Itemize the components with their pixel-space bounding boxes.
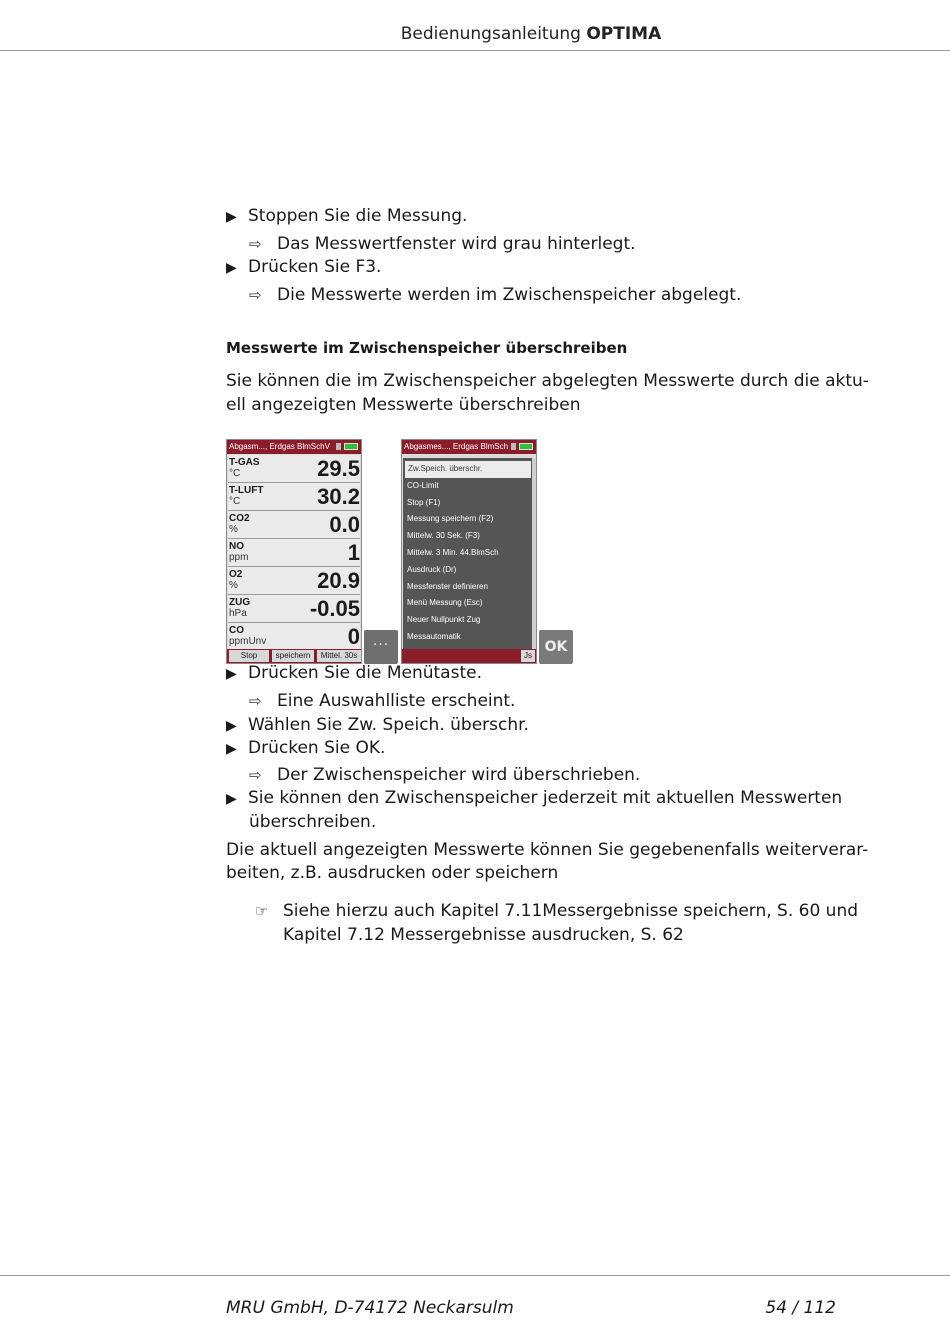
menu-item-measurement-menu[interactable]: Menü Messung (Esc): [407, 598, 483, 608]
battery-icon: [344, 443, 358, 450]
menu-button[interactable]: ···: [364, 630, 398, 664]
fkey-save[interactable]: speichern: [272, 650, 314, 662]
device-screen-menu: [401, 439, 537, 664]
action-arrow-icon: ▶: [226, 791, 237, 807]
step-press-ok: ▶ Drücken Sie OK.: [226, 737, 385, 761]
measurement-row: T-LUFT °C 30.2: [229, 484, 360, 509]
menu-item-print[interactable]: Ausdruck (Dr): [407, 564, 457, 574]
footer-rule: [0, 1275, 950, 1276]
action-arrow-icon: ▶: [226, 718, 237, 734]
selection-list: [403, 458, 533, 657]
footer-company: MRU GmbH, D-74172 Neckarsulm: [226, 1298, 514, 1318]
result-buffer-overwritten: ⇨ Der Zwischenspeicher wird überschrieben.: [249, 765, 641, 785]
menu-item-zero-draught[interactable]: Neuer Nullpunkt Zug: [407, 615, 481, 625]
header-rule: [0, 50, 950, 51]
lock-icon: [336, 443, 341, 450]
result-list-appears: ⇨ Eine Auswahlliste erscheint.: [249, 691, 516, 711]
step-select-overwrite: ▶ Wählen Sie Zw. Speich. überschr.: [226, 714, 529, 738]
step-stop-measurement: ▶ Stoppen Sie die Messung.: [226, 205, 467, 229]
measurement-row: CO2 % 0.0: [229, 512, 360, 537]
background-values-edge: [532, 458, 537, 657]
para-further-processing-2: beiten, z.B. ausdrucken oder speichern: [226, 863, 559, 883]
menu-item-average-30s[interactable]: Mittelw. 30 Sek. (F3): [407, 531, 480, 541]
step-overwrite-anytime: ▶ Sie können den Zwischenspeicher jederzeit mit aktuellen Messwerten: [226, 787, 842, 811]
action-arrow-icon: ▶: [226, 741, 237, 757]
note-line-1: ☞ Siehe hierzu auch Kapitel 7.11Messergebnisse speichern, S. 60 und: [255, 901, 859, 921]
result-arrow-icon: ⇨: [249, 286, 262, 304]
result-arrow-icon: ⇨: [249, 692, 262, 710]
menu-item-average-3min[interactable]: Mittelw. 3 Min. 44.BlmSch: [407, 547, 499, 557]
step-press-menu: ▶ Drücken Sie die Menütaste.: [226, 662, 482, 686]
ok-button[interactable]: OK: [539, 630, 573, 664]
result-arrow-icon: ⇨: [249, 235, 262, 253]
result-arrow-icon: ⇨: [249, 766, 262, 784]
para-further-processing-1: Die aktuell angezeigten Messwerte können Sie gegebenenfalls weiterverar-: [226, 840, 869, 860]
fkey-corner: Js: [521, 650, 535, 662]
menu-item-define-window[interactable]: Messfenster definieren: [407, 581, 488, 591]
menu-item-stop[interactable]: Stop (F1): [407, 497, 441, 507]
fkey-stop[interactable]: Stop: [229, 650, 269, 662]
fkey-average[interactable]: Mittel. 30s: [317, 650, 361, 662]
action-arrow-icon: ▶: [226, 666, 237, 682]
pointing-hand-icon: ☞: [255, 902, 269, 920]
action-arrow-icon: ▶: [226, 260, 237, 276]
step-continuation: überschreiben.: [249, 812, 377, 832]
measurement-row: O2 % 20.9: [229, 568, 360, 593]
intro-line-1: Sie können die im Zwischenspeicher abgelegten Messwerte durch die aktu-: [226, 371, 869, 391]
page-header: [0, 24, 950, 44]
menu-item-co-limit[interactable]: CO-Limit: [407, 480, 439, 490]
menu-item-overwrite-buffer[interactable]: Zw.Speich. überschr.: [405, 461, 531, 478]
measurement-row: CO ppmUnv 0: [229, 624, 360, 649]
action-arrow-icon: ▶: [226, 209, 237, 225]
measurement-row: NO ppm 1: [229, 540, 360, 565]
intro-line-2: ell angezeigten Messwerte überschreiben: [226, 395, 581, 415]
screen-titlebar: Abgasm..., Erdgas BlmSchV: [227, 440, 361, 454]
function-key-bar: [402, 649, 536, 663]
header-title: Bedienungsanleitung: [400, 24, 581, 44]
menu-item-save-measurement[interactable]: Messung speichern (F2): [407, 514, 494, 524]
measurement-row: ZUG hPa -0.05: [229, 596, 360, 621]
menu-item-automatic[interactable]: Messautomatik: [407, 631, 461, 641]
header-product-name: OPTIMA: [586, 24, 662, 44]
screen-titlebar: Abgasmes..., Erdgas BlmSch: [402, 440, 536, 454]
battery-icon: [519, 443, 533, 450]
section-heading: Messwerte im Zwischenspeicher überschreiben: [226, 339, 628, 357]
lock-icon: [511, 443, 516, 450]
step-press-f3: ▶ Drücken Sie F3.: [226, 256, 381, 280]
result-values-stored: ⇨ Die Messwerte werden im Zwischenspeicher abgelegt.: [249, 285, 742, 305]
footer-page-number: 54 / 112: [765, 1298, 836, 1318]
function-key-bar: [227, 649, 361, 663]
measurement-row: T-GAS °C 29.5: [229, 456, 360, 481]
note-line-2: Kapitel 7.12 Messergebnisse ausdrucken, S. 62: [283, 925, 684, 945]
device-screen-measurement: [226, 439, 362, 664]
result-grey-window: ⇨ Das Messwertfenster wird grau hinterlegt.: [249, 234, 636, 254]
